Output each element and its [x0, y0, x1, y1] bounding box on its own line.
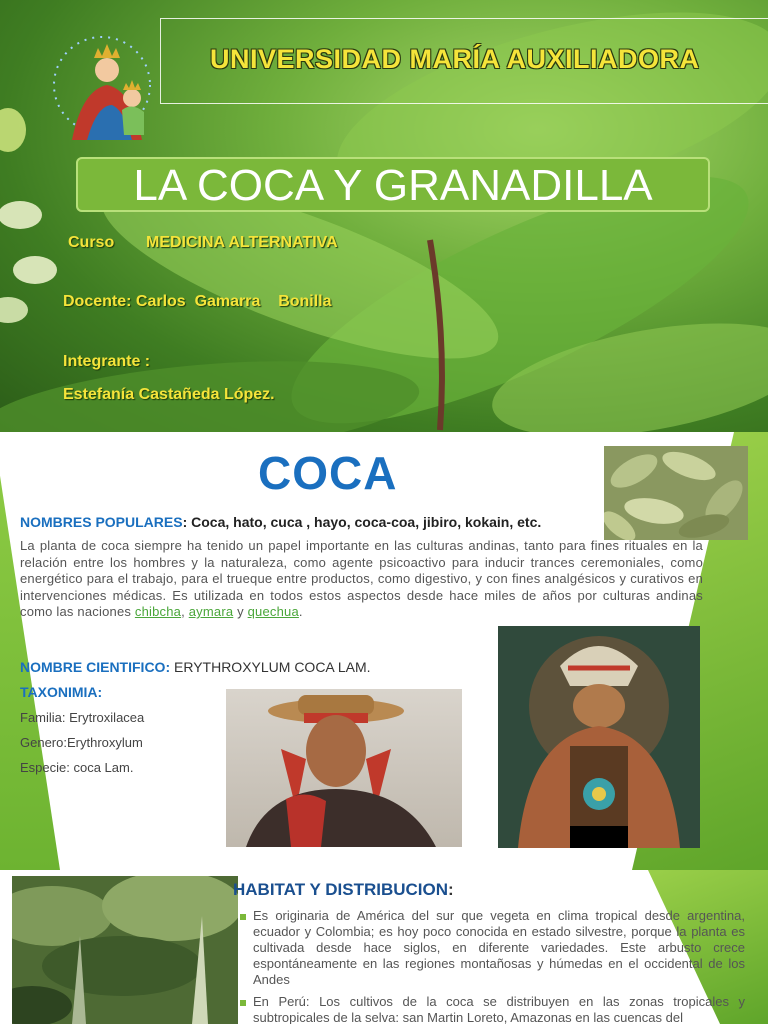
- habitat-paragraph-2: En Perú: Los cultivos de la coca se distribuyen en las zonas tropicales y subtropicales de la selva: san Martin Loreto, Amazonas en las cuencas del: [253, 994, 745, 1024]
- link-chibcha[interactable]: chibcha: [134, 604, 182, 619]
- virgin-mary-emblem: [32, 30, 172, 140]
- habitat-title: HABITAT Y DISTRIBUCION:: [233, 880, 454, 899]
- link-quechua[interactable]: quechua: [247, 604, 299, 619]
- bullet-2: [240, 1000, 246, 1006]
- habitat-paragraph-1: Es originaria de América del sur que vegeta en clima tropical desde argentina, ecuador y Colombia; es hoy poco conocida en estado silvestre, porque la planta es cultivada desde hace siglos, en diferente variedades. Este arbusto crece espontáneamente en las regiones montañosas y húmedas en el occidental de los Andes: [253, 908, 745, 987]
- nombre-cientifico-value: ERYTHROXYLUM COCA LAM.: [170, 659, 371, 675]
- especie-text: Especie: coca Lam.: [20, 760, 134, 775]
- nombres-populares-value: : Coca, hato, cuca , hayo, coca-coa, jibiro, kokain, etc.: [182, 514, 542, 530]
- nombre-cientifico-label: NOMBRE CIENTIFICO: ERYTHROXYLUM COCA LAM.: [20, 659, 371, 675]
- coca-description: La planta de coca siempre ha tenido un papel importante en las culturas andinas, tanto para fines rituales en la relación entre los hombres y la naturaleza, como agente psicoactivo para inducir trances ceremoniales, como energético para el trabajo, para el trueque entre productos, como digestivo, y con fines analgésicos y curativos en intervenciones médicas. Es utilizada en todos estos aspectos desde hace miles de años por culturas andinas como las naciones chibcha, aymara y quechua.: [20, 538, 703, 619]
- docente-line: Docente: Carlos Gamarra Bonilla: [63, 293, 332, 310]
- coca-slide: [0, 432, 768, 870]
- ritual-painting: [498, 626, 700, 848]
- university-name: UNIVERSIDAD MARÍA AUXILIADORA: [210, 44, 700, 74]
- andean-man-photo: [226, 689, 462, 847]
- integrante-label: Integrante :: [63, 353, 151, 370]
- curso-value: MEDICINA ALTERNATIVA: [146, 234, 338, 251]
- genero-text: Genero:Erythroxylum: [20, 735, 143, 750]
- taxonomia-label: TAXONIMIA:: [20, 684, 103, 700]
- decorative-green-wedge-left: [0, 432, 60, 870]
- coca-title: COCA: [258, 447, 398, 499]
- habitat-slide: [0, 870, 768, 1024]
- curso-label: Curso: [68, 234, 115, 251]
- link-aymara[interactable]: aymara: [188, 604, 234, 619]
- familia-text: Familia: Erytroxilacea: [20, 710, 145, 725]
- bullet-1: [240, 914, 246, 920]
- rainforest-photo: [12, 876, 238, 1024]
- nombres-populares-label: NOMBRES POPULARES: Coca, hato, cuca , hayo, coca-coa, jibiro, kokain, etc.: [20, 514, 542, 530]
- integrante-name: Estefanía Castañeda López.: [63, 386, 275, 403]
- cover-slide: [0, 0, 768, 432]
- coca-leaves-photo: [604, 446, 748, 540]
- presentation-title: LA COCA Y GRANADILLA: [76, 157, 710, 212]
